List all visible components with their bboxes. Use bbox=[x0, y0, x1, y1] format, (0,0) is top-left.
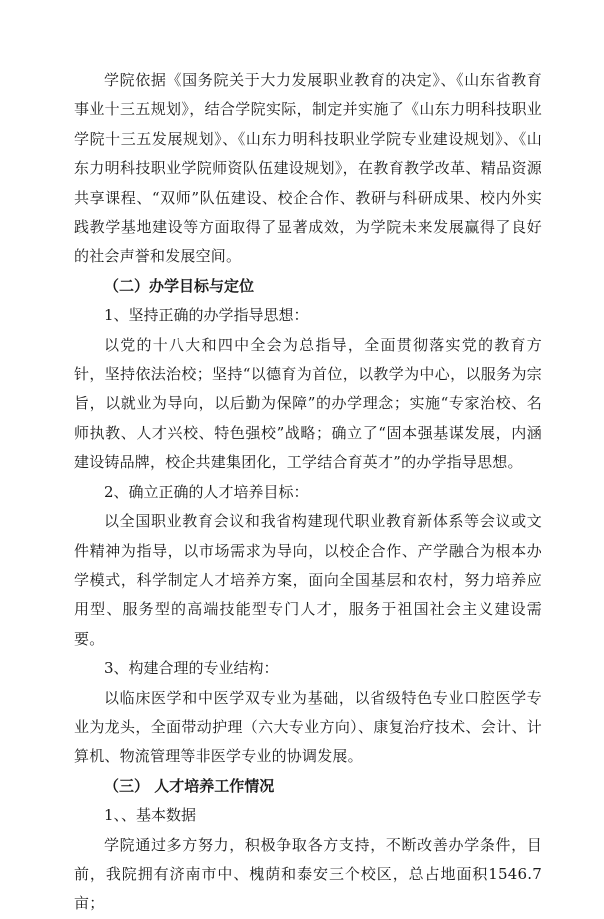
subheading-talent-goal: 2、确立正确的人才培养目标： bbox=[104, 482, 309, 501]
guiding-thought-paragraph: 以党的十八大和四中全会为总指导，全面贯彻落实党的教育方针，坚持依法治校；坚持“以德育为首位，以教学为中心，以服务为宗旨，以就业为导向，以后勤为保障”的办学理念；实施“专家治校、名师执教、人才兴校、特色强校”战略；确立了“固本强基谋发展，内涵建设铸品牌，校企共建集团化，工学结合育英才”的办学指导思想。 bbox=[74, 335, 542, 472]
talent-goal-paragraph: 以全国职业教育会议和我省构建现代职业教育新体系等会议或文件精神为指导，以市场需求为导向，以校企合作、产学融合为根本办学模式，科学制定人才培养方案，面向全国基层和农村，努力培养应用型、服务型的高端技能型专门人才，服务于祖国社会主义建设需要。 bbox=[74, 512, 542, 648]
subheading-major-structure: 3、构建合理的专业结构： bbox=[104, 659, 279, 678]
subheading-guiding-thought: 1、坚持正确的办学指导思想： bbox=[104, 306, 309, 325]
intro-paragraph: 学院依据《国务院关于大力发展职业教育的决定》、《山东省教育事业十三五规划》，结合学院实际，制定并实施了《山东力明科技职业学院十三五发展规划》、《山东力明科技职业学院专业建设规划》、《山东力明科技职业学院师资队伍建设规划》，在教育教学改革、精品资源共享课程、“双师”队伍建设、校企合作、教研与科研成果、校内外实践教学基地建设等方面取得了显著成效，为学院未来发展赢得了良好的社会声誉和发展空间。 bbox=[74, 71, 542, 266]
major-structure-paragraph: 以临床医学和中医学双专业为基础，以省级特色专业口腔医学专业为龙头，全面带动护理（六大专业方向）、康复治疗技术、会计、计算机、物流管理等非医学专业的协调发展。 bbox=[74, 688, 542, 766]
section-heading-goals: （二）办学目标与定位 bbox=[104, 276, 255, 295]
basic-data-paragraph: 学院通过多方努力，积极争取各方支持，不断改善办学条件，目前，我院拥有济南市中、槐荫和泰安三个校区，总占地面积1546.7亩； bbox=[74, 835, 542, 913]
document-page bbox=[74, 66, 542, 919]
section-heading-talent-training: （三） 人才培养工作情况 bbox=[104, 776, 275, 795]
subheading-basic-data: 1、、基本数据 bbox=[104, 806, 197, 825]
